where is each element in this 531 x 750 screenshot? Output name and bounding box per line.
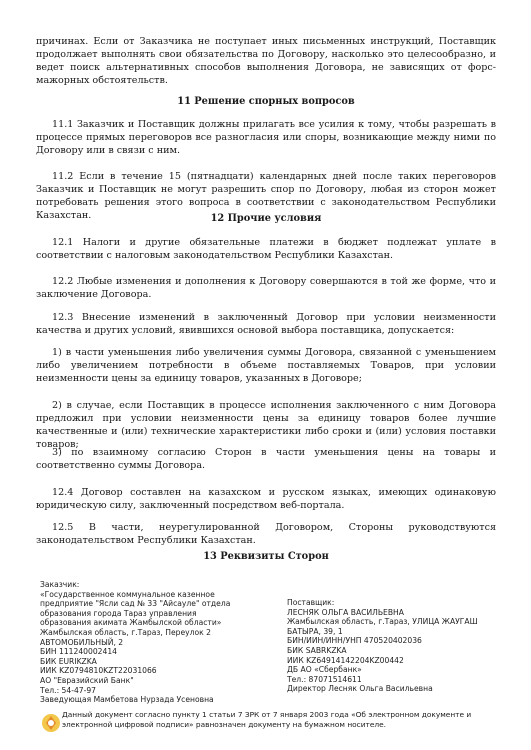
customer-line: Тел.: 54-47-97	[40, 685, 97, 695]
supplier-line: Тел.: 87071514611	[287, 674, 362, 684]
customer-line: АВТОМОБИЛЬНЫЙ, 2	[40, 637, 124, 647]
paragraph-12-5: 12.5 В части, неурегулированной Договором, Стороны руководствуются законодательством Республики Казахстан.	[36, 522, 496, 546]
paragraph-11-1: 11.1 Заказчик и Поставщик должны прилагать все усилия к тому, чтобы разрешать в процессе прямых переговоров все разногласия или споры, возникающие между ними по Договору или в связи с ним.	[36, 119, 496, 156]
paragraph-12-1: 12.1 Налоги и другие обязательные платежи в бюджет подлежат уплате в соответствии с налоговым законодательством Республики Казахстан.	[36, 237, 496, 261]
section-11-heading: 11 Решение спорных вопросов	[177, 96, 355, 107]
section-12-heading: 12 Прочие условия	[210, 213, 322, 224]
supplier-line: ЛЕСНЯК ОЛЬГА ВАСИЛЬЕВНА	[287, 607, 404, 617]
e-document-badge-icon	[40, 712, 62, 734]
paragraph-12-4: 12.4 Договор составлен на казахском и русском языках, имеющих одинаковую юридическую силу, заключенный посредством веб-портала.	[36, 487, 496, 511]
paragraph-12-3-item-1: 1) в части уменьшения либо увеличения суммы Договора, связанной с уменьшением либо увеличением потребности в объеме поставляемых Товаров, при условии неизменности цены за единицу товаров, указанных в Договоре;	[36, 347, 496, 384]
section-13-heading: 13 Реквизиты Сторон	[203, 551, 329, 562]
paragraph-12-3: 12.3 Внесение изменений в заключенный Договор при условии неизменности качества и других условий, явившихся основой выбора поставщика, допускается:	[36, 312, 496, 336]
customer-line: АО "Евразийский Банк"	[40, 675, 134, 685]
footer-notice	[40, 708, 520, 744]
customer-line: образования города Тараз управления	[40, 608, 197, 618]
paragraph-intro: причинах. Если от Заказчика не поступает иных письменных инструкций, Поставщик продолжает выполнять свои обязательства по Договору, насколько это целесообразно, и ведет поиск альтернативных способов выполнения Договора, не зависящих от форс-мажорных обстоятельств.	[36, 36, 496, 86]
paragraph-11-2: 11.2 Если в течение 15 (пятнадцати) календарных дней после таких переговоров Заказчик и Поставщик не могут разрешить спор по Договору, любая из сторон может потребовать решения этого вопроса в соответствии с законодательством Республики Казахстан.	[36, 171, 496, 221]
paragraph-12-3-item-2: 2) в случае, если Поставщик в процессе исполнения заключенного с ним Договора предложил при условии неизменности цены за единицу товаров более лучшие качественные и (или) технические характеристики либо сроки и (или) условия поставки товаров;	[36, 400, 496, 450]
supplier-signatory: Директор Лесняк Ольга Васильевна	[287, 684, 433, 694]
customer-line: ИИК KZ0794810KZT22031066	[40, 666, 157, 676]
supplier-line: БИН/ИИН/ИНН/УНП 470520402036	[287, 636, 422, 646]
customer-line: БИН 111240002414	[40, 647, 117, 657]
customer-label: Заказчик:	[40, 580, 80, 589]
footer-text: Данный документ согласно пункту 1 статьи 7 ЗРК от 7 января 2003 года «Об электронном документе и электронной цифровой подписи» равнозначен документу на бумажном носителе.	[62, 710, 472, 729]
customer-requisites	[40, 580, 230, 705]
customer-signatory: Заведующая Мамбетова Нурзада Усеновна	[40, 695, 214, 705]
customer-line: образования акимата Жамбылской области»	[40, 618, 222, 628]
supplier-label: Поставщик:	[287, 598, 335, 607]
paragraph-12-2: 12.2 Любые изменения и дополнения к Договору совершаются в той же форме, что и заключение Договора.	[36, 276, 496, 300]
customer-line: предприятие "Ясли сад № 33 "Айсауле" отдела	[40, 599, 231, 609]
customer-line: «Государственное коммунальное казенное	[40, 589, 215, 599]
paragraph-12-3-item-3: 3) по взаимному согласию Сторон в части уменьшения цены на товары и соответственно суммы Договора.	[36, 447, 496, 471]
supplier-line: ДБ АО «Сбербанк»	[287, 665, 362, 675]
supplier-line: ИИК KZ64914142204KZ00442	[287, 655, 404, 665]
supplier-requisites	[287, 598, 478, 694]
supplier-line: Жамбылская область, г.Тараз, УЛИЦА ЖАУГАШ	[287, 617, 478, 627]
supplier-line: БИК SABRKZKA	[287, 645, 347, 655]
supplier-line: БАТЫРА, 39, 1	[287, 626, 343, 636]
customer-line: БИК EURIKZKA	[40, 656, 97, 666]
customer-line: Жамбылская область, г.Тараз, Переулок 2	[40, 627, 211, 637]
